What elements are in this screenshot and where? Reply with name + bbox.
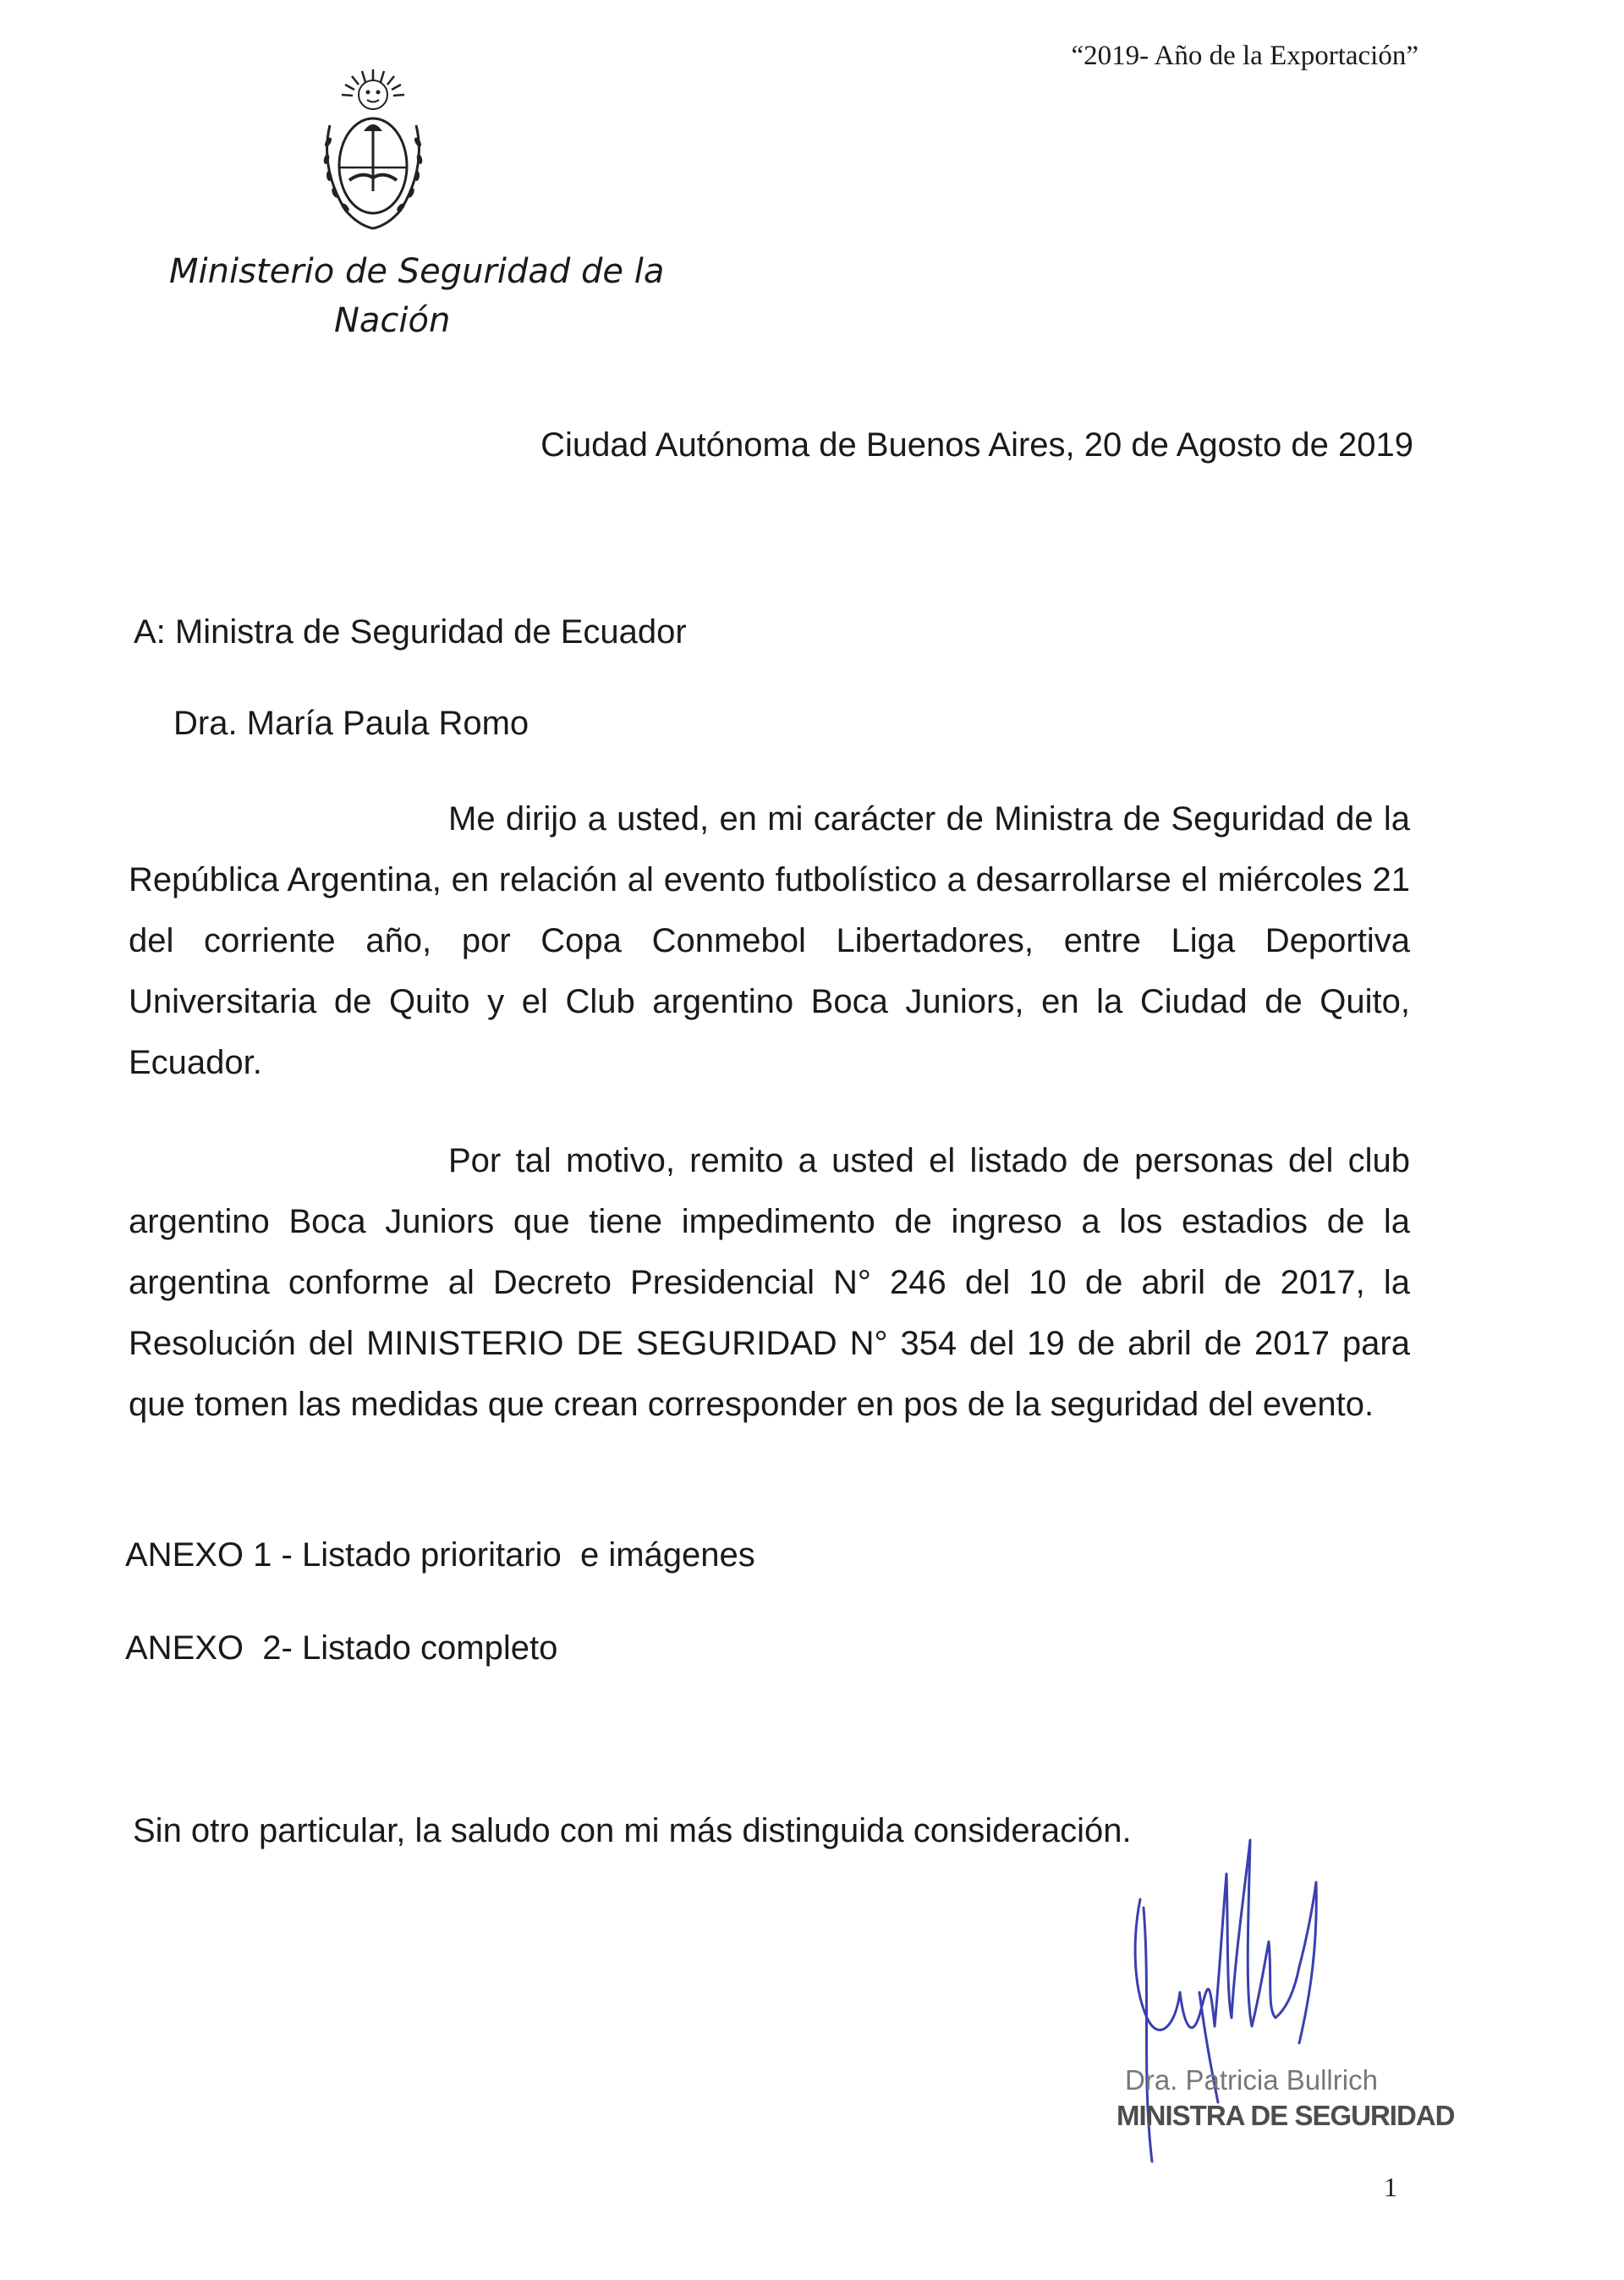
annex-1: ANEXO 1 - Listado prioritario e imágenes [125,1536,755,1574]
closing-line: Sin otro particular, la saludo con mi más distinguida consideración. [133,1812,1132,1849]
ministry-line-1: Ministerio de Seguridad de la [169,252,665,291]
header-motto: “2019- Año de la Exportación” [1071,41,1418,71]
page-number: 1 [1384,2172,1397,2202]
signer-title: MINISTRA DE SEGURIDAD [1116,2100,1455,2131]
recipient-name: Dra. María Paula Romo [173,705,529,742]
addressee: A: Ministra de Seguridad de Ecuador [134,613,687,651]
signer-name: Dra. Patricia Bullrich [1125,2064,1378,2096]
coat-of-arms-icon [311,66,435,242]
body-paragraph-2 [129,1130,1410,1435]
place-and-date: Ciudad Autónoma de Buenos Aires, 20 de Agosto de 2019 [540,426,1413,464]
body-paragraph-1-text: Me dirijo a usted, en mi carácter de Ministra de Seguridad de la República Argentina, en relación al evento futbolístico a desarrollarse el miércoles 21 del corriente año, por Copa Conmebol Libertadores, entre Liga Deportiva Universitaria de Quito y el Club argentino Boca Juniors, en la Ciudad de Quito, Ecuador. [129,800,1410,1081]
ministry-name [169,247,664,345]
ministry-line-2: Nación [334,301,451,340]
annex-2: ANEXO 2- Listado completo [125,1629,558,1667]
body-paragraph-2-text: Por tal motivo, remito a usted el listado de personas del club argentino Boca Juniors que tiene impedimento de ingreso a los estadios de la argentina conforme al Decreto Presidencial N° 246 del 10 de abril de 2017, la Resolución del MINISTERIO DE SEGURIDAD N° 354 del 19 de abril de 2017 para que tomen las medidas que crean corresponder en pos de la seguridad del evento. [129,1142,1410,1423]
body-paragraph-1 [129,788,1410,1093]
signer-stamp [1116,2063,1454,2134]
